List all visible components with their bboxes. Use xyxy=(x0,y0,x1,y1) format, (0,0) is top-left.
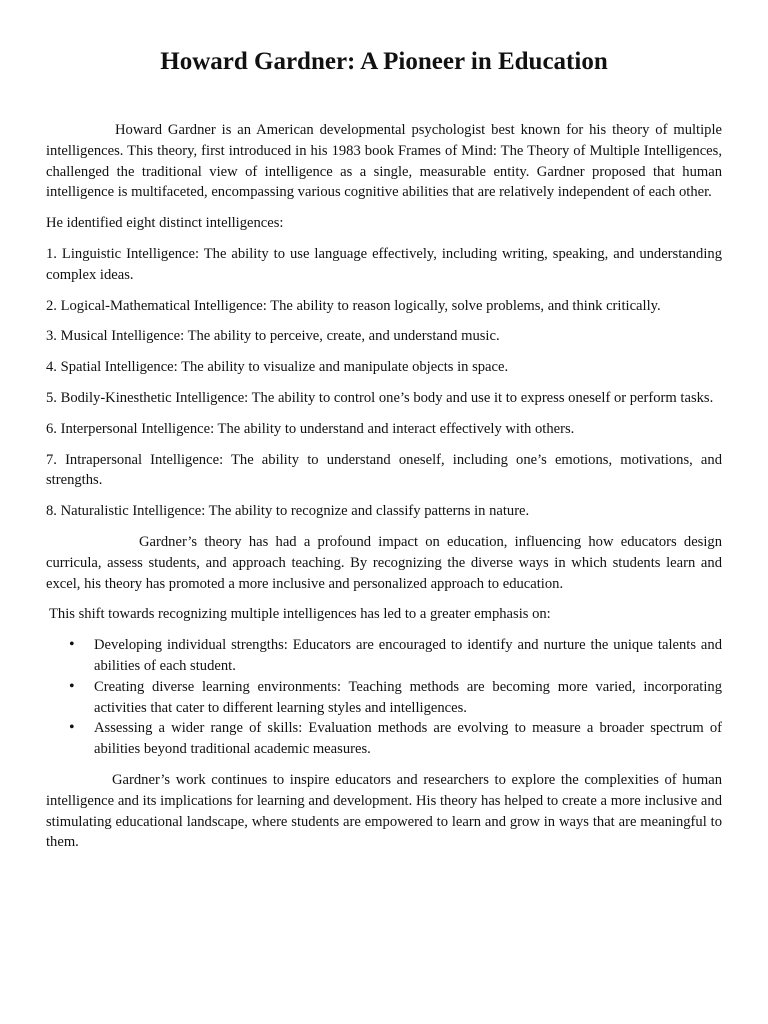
bullet-icon: • xyxy=(69,719,75,737)
intelligence-item-musical: 3. Musical Intelligence: The ability to perceive, create, and understand music. xyxy=(46,328,500,345)
bullet-icon: • xyxy=(69,636,75,654)
document-body xyxy=(46,120,722,863)
intelligence-item-naturalistic: 8. Naturalistic Intelligence: The ability to recognize and classify patterns in nature. xyxy=(46,503,530,520)
list-intro: He identified eight distinct intelligences: xyxy=(46,215,284,232)
intelligence-item-logical-mathematical: 2. Logical-Mathematical Intelligence: The ability to reason logically, solve problems, and think critically. xyxy=(46,297,661,314)
bullet-text: Developing individual strengths: Educators are encouraged to identify and nurture the unique talents and abilities of each student. xyxy=(94,637,722,674)
intelligence-item-linguistic: 1. Linguistic Intelligence: The ability to use language effectively, including writing, speaking, and understanding complex ideas. xyxy=(46,245,722,283)
bullet-text: Assessing a wider range of skills: Evaluation methods are evolving to measure a broader spectrum of abilities beyond traditional academic measures. xyxy=(94,720,722,758)
emphasis-bullet-list xyxy=(46,635,722,760)
impact-paragraph: Gardner’s theory has had a profound impact on education, influencing how educators design curricula, assess students, and approach teaching. By recognizing the diverse ways in which students learn and excel, his theory has promoted a more inclusive and personalized approach to education. xyxy=(46,533,722,592)
bullet-text: Creating diverse learning environments: Teaching methods are becoming more varied, incorporating activities that cater to different learning styles and intelligences. xyxy=(94,678,722,716)
conclusion-paragraph: Gardner’s work continues to inspire educators and researchers to explore the complexities of human intelligence and its implications for learning and development. His theory has helped to create a more inclusive and stimulating educational landscape, where students are empowered to learn and grow in ways that are meaningful to them. xyxy=(46,771,722,851)
bullet-item-strengths xyxy=(46,635,722,677)
intelligence-item-intrapersonal: 7. Intrapersonal Intelligence: The ability to understand oneself, including one’s emotions, motivations, and strengths. xyxy=(46,451,722,489)
shift-intro: This shift towards recognizing multiple intelligences has led to a greater emphasis on: xyxy=(49,606,551,623)
bullet-icon: • xyxy=(69,677,75,695)
intro-paragraph: Howard Gardner is an American developmental psychologist best known for his theory of multiple intelligences. This theory, first introduced in his 1983 book Frames of Mind: The Theory of Multiple Intelligences, challenged the traditional view of intelligence as a single, measurable entity. Gardner proposed that human intelligence is multifaceted, encompassing various cognitive abilities that are relatively independent of each other. xyxy=(46,122,722,201)
page-title: Howard Gardner: A Pioneer in Education xyxy=(160,48,608,75)
intelligence-item-interpersonal: 6. Interpersonal Intelligence: The ability to understand and interact effectively with others. xyxy=(46,420,575,437)
bullet-item-skills xyxy=(46,718,722,760)
intelligence-item-bodily-kinesthetic: 5. Bodily-Kinesthetic Intelligence: The ability to control one’s body and use it to express oneself or perform tasks. xyxy=(46,389,714,406)
intelligence-item-spatial: 4. Spatial Intelligence: The ability to visualize and manipulate objects in space. xyxy=(46,359,509,376)
bullet-item-environments xyxy=(46,677,722,719)
